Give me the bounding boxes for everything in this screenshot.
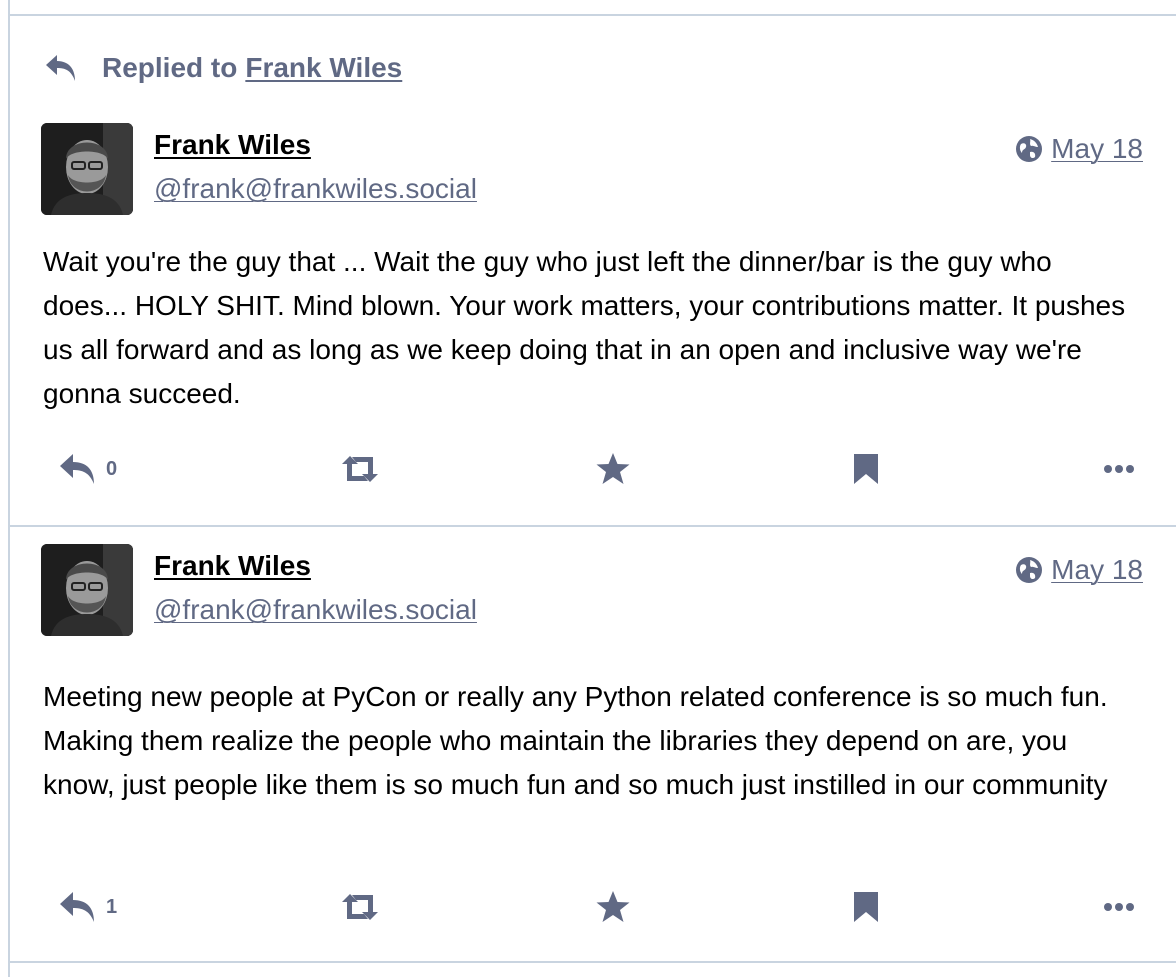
ellipsis-icon: [1103, 464, 1135, 474]
status-meta: [1015, 554, 1143, 586]
status-content: Wait you're the guy that ... Wait the guy who just left the dinner/bar is the guy who does... HOLY SHIT. Mind blown. Your work matters, your contributions matter. It pushes us all forward and as long as we keep doing that in an open and inclusive way we're gonna succeed.: [43, 246, 1126, 409]
status-header: [41, 123, 1143, 215]
avatar[interactable]: [41, 544, 133, 636]
action-bar: [43, 449, 1143, 489]
reply-button[interactable]: [58, 887, 117, 927]
boost-button[interactable]: [338, 887, 382, 927]
bookmark-icon: [852, 452, 880, 486]
status-content: Meeting new people at PyCon or really any Python related conference is so much fun. Making them realize the people who maintain the libraries they depend on are, you know, just people like them is so much fun and so much just instilled in our community: [43, 681, 1108, 800]
reply-count: 1: [106, 895, 118, 918]
display-name[interactable]: Frank Wiles: [154, 550, 311, 581]
more-button[interactable]: [1103, 887, 1135, 927]
star-icon: [595, 452, 631, 486]
status-date-link[interactable]: May 18: [1051, 554, 1143, 585]
reply-prepend: [44, 50, 402, 86]
status-date-link[interactable]: May 18: [1051, 133, 1143, 164]
reply-count: 0: [106, 457, 118, 480]
favourite-button[interactable]: [595, 449, 631, 489]
star-icon: [595, 890, 631, 924]
avatar[interactable]: [41, 123, 133, 215]
ellipsis-icon: [1103, 902, 1135, 912]
bookmark-icon: [852, 890, 880, 924]
reply-icon: [58, 890, 98, 924]
display-name[interactable]: Frank Wiles: [154, 129, 311, 160]
boost-icon: [338, 892, 382, 922]
more-button[interactable]: [1103, 449, 1135, 489]
prepend-account-link[interactable]: Frank Wiles: [245, 52, 403, 83]
bookmark-button[interactable]: [852, 887, 880, 927]
reply-button[interactable]: [58, 449, 117, 489]
status-card[interactable]: [10, 16, 1176, 525]
status-header: [41, 544, 1143, 636]
favourite-button[interactable]: [595, 887, 631, 927]
bookmark-button[interactable]: [852, 449, 880, 489]
divider: [10, 961, 1176, 963]
boost-button[interactable]: [338, 449, 382, 489]
status-meta: [1015, 133, 1143, 165]
account-handle[interactable]: @frank@frankwiles.social: [154, 173, 477, 204]
timeline: [8, 0, 1176, 977]
reply-icon: [44, 50, 82, 86]
account-handle[interactable]: @frank@frankwiles.social: [154, 594, 477, 625]
status-card[interactable]: [10, 527, 1176, 961]
globe-icon: [1015, 556, 1043, 584]
globe-icon: [1015, 135, 1043, 163]
boost-icon: [338, 454, 382, 484]
reply-icon: [58, 452, 98, 486]
prepend-label: Replied to: [102, 52, 238, 83]
action-bar: [43, 887, 1143, 927]
